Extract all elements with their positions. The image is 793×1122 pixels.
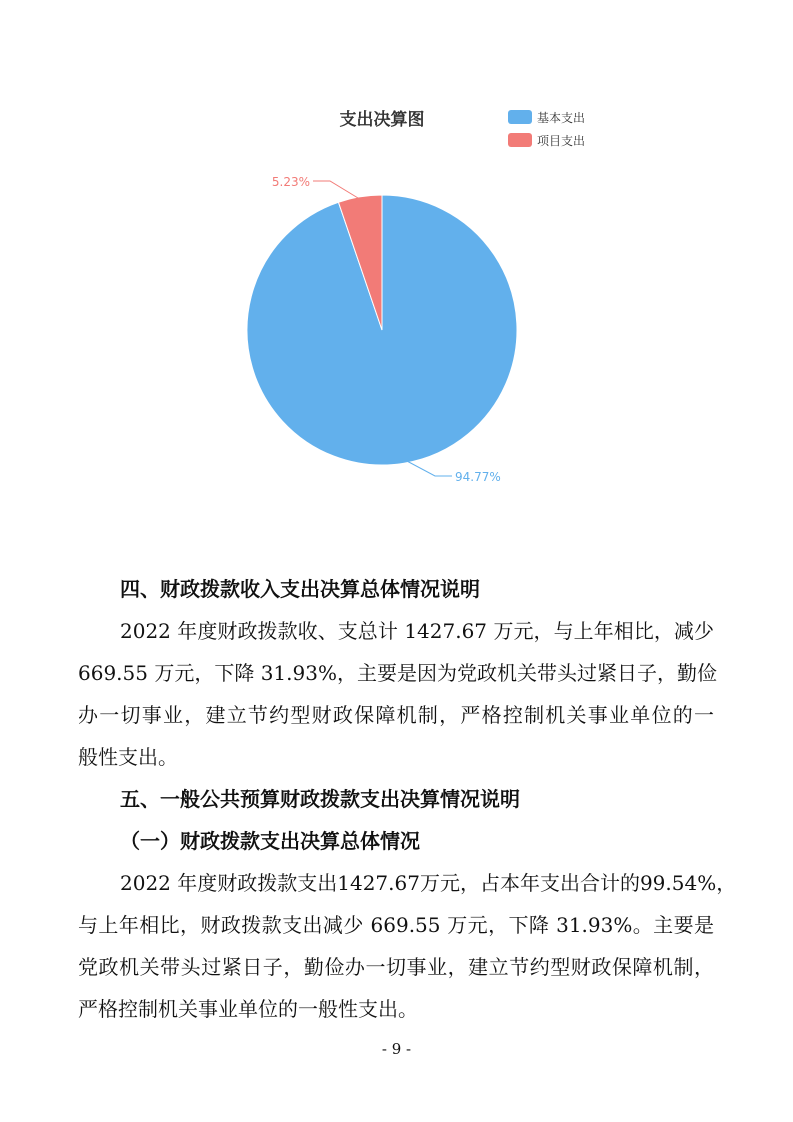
- page-number: - 9 -: [381, 1040, 412, 1058]
- section5-line: 与上年相比，财政拨款支出减少 669.55 万元，下降 31.93%。主要是: [78, 913, 714, 937]
- chart-legend: [508, 110, 585, 148]
- section4-heading: 四、财政拨款收入支出决算总体情况说明: [120, 577, 480, 601]
- legend-label-project: 项目支出: [537, 134, 586, 148]
- legend-swatch-project: [508, 133, 532, 147]
- section4-line: 办一切事业，建立节约型财政保障机制，严格控制机关事业单位的一: [78, 703, 714, 727]
- section5-line: 严格控制机关事业单位的一般性支出。: [78, 997, 418, 1021]
- section5-line: 2022 年度财政拨款支出1427.67万元，占本年支出合计的99.54%，: [120, 871, 737, 895]
- slice-label-project: 5.23%: [271, 175, 310, 189]
- legend-label-basic: 基本支出: [537, 111, 586, 125]
- chart-title: 支出决算图: [339, 110, 425, 130]
- section4-line: 般性支出。: [78, 745, 178, 769]
- expenditure-pie-chart: [0, 0, 793, 540]
- section4-line: 669.55 万元，下降 31.93%，主要是因为党政机关带头过紧日子，勤俭: [78, 661, 717, 685]
- section5-subheading: （一）财政拨款支出决算总体情况: [120, 829, 420, 853]
- section5-line: 党政机关带头过紧日子，勤俭办一切事业，建立节约型财政保障机制，: [78, 955, 714, 979]
- label-line-basic: [405, 460, 452, 476]
- slice-label-basic: 94.77%: [455, 470, 501, 484]
- label-line-project: [313, 181, 358, 198]
- section4-line: 2022 年度财政拨款收、支总计 1427.67 万元，与上年相比，减少: [120, 619, 714, 643]
- legend-swatch-basic: [508, 110, 532, 124]
- section5-heading: 五、一般公共预算财政拨款支出决算情况说明: [120, 787, 520, 811]
